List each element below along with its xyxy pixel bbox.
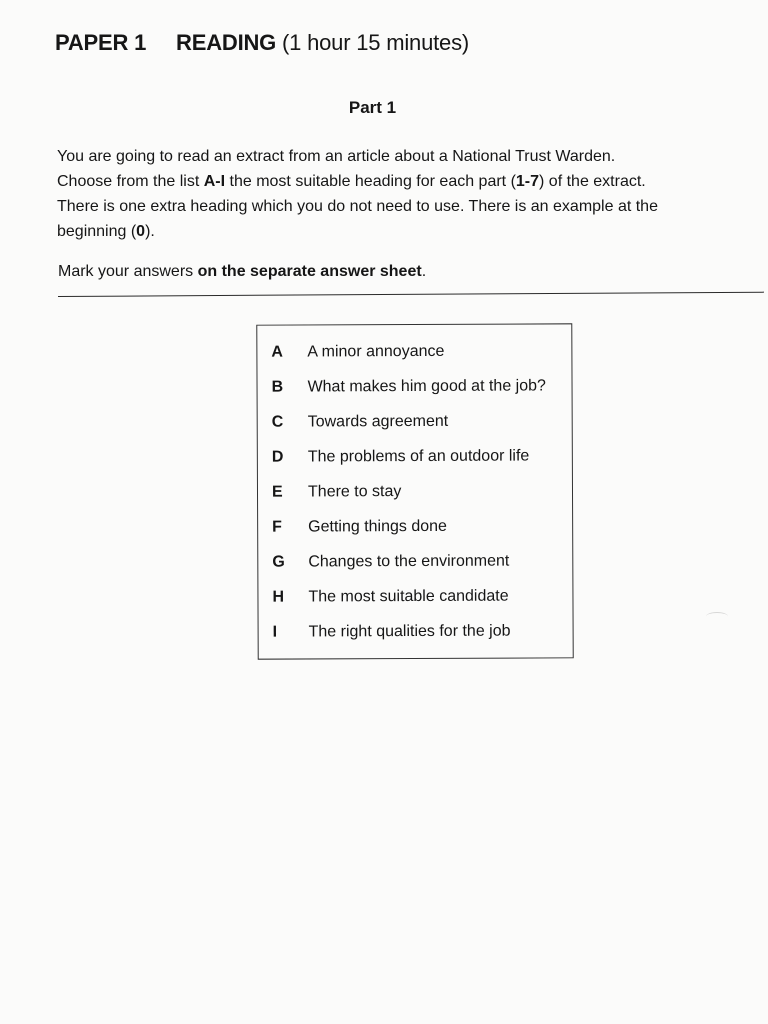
- part-title: Part 1: [348, 98, 397, 117]
- scan-artifact: [706, 612, 728, 621]
- heading-option-a: [257, 342, 571, 378]
- instruction-line-1: You are going to read an extract from an article about a National Trust Warden.: [57, 148, 616, 165]
- heading-letter: H: [272, 588, 285, 606]
- heading-letter: C: [271, 413, 284, 431]
- heading-text: The right qualities for the job: [308, 622, 511, 641]
- heading-text: There to stay: [307, 483, 402, 501]
- answer-sheet-instruction: Mark your answers on the separate answer sheet.: [58, 263, 427, 280]
- heading-option-f: [258, 517, 572, 553]
- paper-header: [55, 30, 469, 56]
- heading-option-h: [258, 587, 572, 623]
- heading-letter: B: [271, 378, 284, 396]
- instruction-line-2: Choose from the list A-I the most suitable heading for each part (1-7) of the extract.: [57, 173, 646, 190]
- paper-number: PAPER 1: [55, 30, 147, 55]
- heading-text: The problems of an outdoor life: [307, 447, 530, 466]
- heading-letter: G: [272, 553, 285, 571]
- section-title: READING: [176, 30, 277, 55]
- instruction-line-3: There is one extra heading which you do not need to use. There is an example at the: [57, 198, 658, 215]
- heading-text: Changes to the environment: [308, 552, 510, 571]
- heading-text: What makes him good at the job?: [307, 377, 546, 396]
- divider-line: [58, 292, 764, 297]
- heading-letter: F: [272, 518, 282, 536]
- heading-option-c: [258, 412, 572, 448]
- heading-letter: E: [271, 483, 283, 501]
- headings-list: [257, 324, 572, 658]
- heading-text: Towards agreement: [307, 412, 449, 431]
- heading-text: The most suitable candidate: [308, 587, 509, 606]
- heading-option-b: [258, 377, 572, 413]
- headings-box: [256, 323, 573, 659]
- heading-letter: I: [272, 623, 278, 641]
- heading-text: Getting things done: [308, 517, 447, 536]
- instructions: [57, 144, 697, 244]
- heading-text: A minor annoyance: [307, 342, 445, 361]
- heading-letter: A: [271, 343, 283, 361]
- heading-option-e: [258, 482, 572, 518]
- heading-option-g: [258, 552, 572, 588]
- heading-letter: D: [271, 448, 284, 466]
- instruction-line-4: beginning (0).: [57, 223, 155, 240]
- duration: (1 hour 15 minutes): [282, 30, 469, 55]
- heading-option-d: [258, 447, 572, 483]
- heading-option-i: [259, 622, 573, 658]
